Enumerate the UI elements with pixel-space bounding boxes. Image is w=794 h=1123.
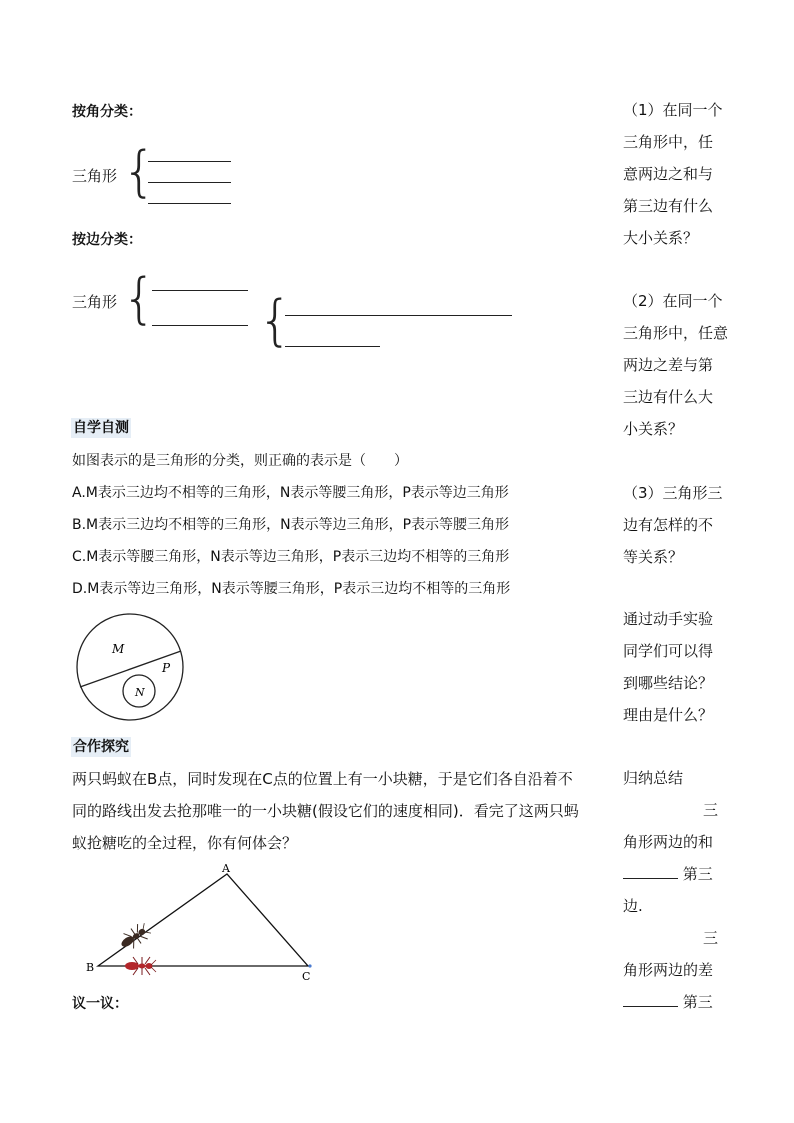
classify-by-side-heading: 按边分类：	[72, 232, 142, 248]
blank-line[interactable]	[285, 346, 380, 347]
paragraph-line: 蚁抢糖吃的全过程，你有何体会？	[72, 834, 298, 852]
explore-paragraph	[72, 763, 612, 859]
option-b[interactable]: B.M表示三边均不相等的三角形，N表示等边三角形，P表示等腰三角形	[72, 517, 510, 533]
sidebar-text-line: 三	[702, 801, 718, 819]
sidebar-text-line: 第三	[682, 993, 713, 1011]
sidebar-text-line: 三	[702, 929, 718, 947]
option-c[interactable]: C.M表示等腰三角形，N表示等边三角形，P表示三边均不相等的三角形	[72, 549, 510, 565]
vertex-label-a: A	[222, 862, 230, 875]
sidebar-text-line: 三边有什么大	[623, 388, 714, 406]
classify-by-angle-heading: 按角分类：	[72, 104, 142, 120]
sidebar-question-3	[623, 477, 738, 573]
sidebar-text-line: 角形两边的和	[623, 833, 714, 851]
explore-heading: 合作探究	[73, 739, 129, 755]
discuss-heading: 议一议：	[72, 996, 128, 1012]
option-d[interactable]: D.M表示等边三角形，N表示等腰三角形，P表示三边均不相等的三角形	[72, 581, 511, 597]
summary-fill-row	[623, 858, 738, 890]
sidebar-text-line: 大小关系？	[623, 229, 699, 247]
triangle-label: 三角形	[72, 293, 118, 311]
sidebar-text-line: 等关系？	[623, 548, 684, 566]
sidebar-text-line: 角形两边的差	[623, 961, 714, 979]
self-test-heading: 自学自测	[73, 420, 129, 436]
sidebar-text-line: 两边之差与第	[623, 356, 714, 374]
sidebar-text-line: 小关系？	[623, 420, 684, 438]
blank-line[interactable]	[148, 203, 231, 204]
sidebar-text-line: 通过动手实验	[623, 610, 714, 628]
sidebar-text-line: 到哪些结论？	[623, 674, 714, 692]
label-n: N	[135, 686, 145, 699]
label-p: P	[162, 661, 171, 675]
summary-title: 归纳总结	[623, 769, 684, 787]
left-brace-icon: {	[122, 267, 157, 330]
triangle-label: 三角形	[72, 167, 118, 185]
sidebar-text-line: 边.	[623, 897, 643, 915]
label-m: M	[112, 642, 125, 656]
sidebar-text-line: （2）在同一个	[623, 292, 723, 310]
sidebar-text-line: 边有怎样的不	[623, 516, 714, 534]
ant-icon	[125, 957, 156, 975]
sidebar-text-line: 理由是什么？	[623, 706, 714, 724]
sidebar-text-line: 三角形中，任意	[623, 324, 729, 342]
sidebar-summary	[623, 762, 738, 1018]
sidebar-question-2	[623, 285, 738, 445]
sidebar-text-line: 第三	[682, 865, 713, 883]
summary-fill-row	[623, 986, 738, 1018]
vertex-label-c: C	[302, 970, 311, 983]
blank-line[interactable]	[152, 290, 248, 291]
blank-line[interactable]	[148, 161, 231, 162]
answer-blank[interactable]	[623, 862, 678, 879]
sidebar-text-line: （1）在同一个	[623, 101, 723, 119]
sidebar-text-line: 三角形中，任	[623, 133, 714, 151]
paragraph-line: 同的路线出发去抢那唯一的一小块糖(假设它们的速度相同)．看完了这两只蚂	[72, 802, 579, 820]
triangle-abc	[98, 874, 308, 966]
ant-triangle-figure	[82, 860, 322, 985]
sugar-dot	[308, 964, 311, 967]
blank-line[interactable]	[285, 315, 512, 316]
left-brace-icon: {	[122, 140, 157, 203]
classification-venn-figure	[72, 613, 192, 723]
self-test-question: 如图表示的是三角形的分类，则正确的表示是（ ）	[72, 453, 408, 469]
vertex-label-b: B	[86, 961, 95, 974]
sidebar-experiment	[623, 603, 738, 731]
sidebar-text-line: 第三边有什么	[623, 197, 714, 215]
paragraph-line: 两只蚂蚁在B点，同时发现在C点的位置上有一小块糖，于是它们各自沿着不	[72, 770, 573, 788]
sidebar-question-1	[623, 94, 738, 254]
sidebar-text-line: 意两边之和与	[623, 165, 714, 183]
option-a[interactable]: A.M表示三边均不相等的三角形，N表示等腰三角形，P表示等边三角形	[72, 485, 509, 501]
sidebar-text-line: 同学们可以得	[623, 642, 714, 660]
blank-line[interactable]	[152, 325, 248, 326]
left-brace-icon: {	[258, 289, 293, 352]
answer-blank[interactable]	[623, 990, 678, 1007]
sidebar-text-line: （3）三角形三	[623, 484, 723, 502]
blank-line[interactable]	[148, 182, 231, 183]
